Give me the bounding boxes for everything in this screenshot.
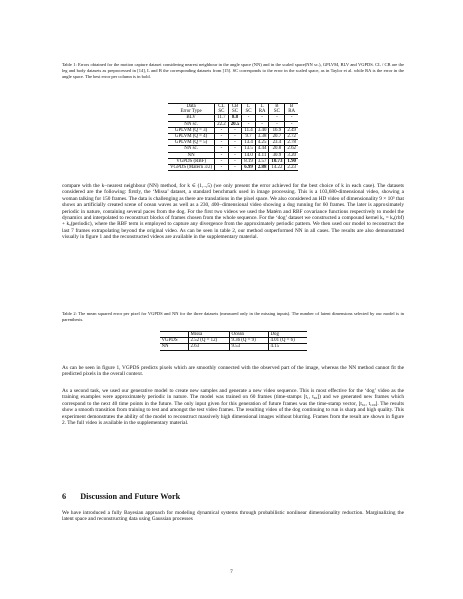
table2-row-label: NN xyxy=(160,344,189,350)
table1-cell: - xyxy=(215,152,229,158)
table2-cell: 9.53 xyxy=(229,344,268,350)
table1-cell: - xyxy=(228,165,242,171)
table1-cell: - xyxy=(285,121,298,127)
table1-cell-best: 6.99 xyxy=(242,165,256,171)
table1-subheader-cell: SC xyxy=(242,109,256,115)
table1-header-cell: B xyxy=(269,104,285,110)
table1-block xyxy=(62,103,404,171)
table1-cell: 9.7 xyxy=(242,134,256,140)
table1-cell: 13.5 xyxy=(242,146,256,152)
paragraph-2-block xyxy=(62,365,404,378)
table1 xyxy=(168,103,298,171)
table1-row-label: NN xyxy=(168,152,215,158)
table1-cell: 8.19 xyxy=(242,158,256,164)
table2-row-label: VGPDS xyxy=(160,338,189,344)
table1-cell: 4.44 xyxy=(255,146,269,152)
table2-cell: 4.01 (Q = 6) xyxy=(268,338,307,344)
table1-header-cell: Data xyxy=(168,104,215,110)
paragraph-4: We have introduced a fully Bayesian approach for modeling dynamical systems through probabilistic nonlinear dimensionality reduction. Marginalizing the latent space and reconstructing data using Gaussian processes xyxy=(62,510,404,523)
table2 xyxy=(160,331,307,351)
table1-cell: - xyxy=(215,146,229,152)
table2-caption: Table 2: The mean squared error per pixel for VGPDS and NN for the three datasets (measured only in the missing inputs). The number of latent dimensions selected by our model is in parenthesis. xyxy=(62,311,404,322)
table2-cell: 9.36 (Q = 9) xyxy=(229,338,268,344)
table1-cell-best: 20.5 xyxy=(228,121,242,127)
table1-cell: - xyxy=(215,134,229,140)
paragraph-1: compare with the k−nearest neighbour (NN) method, for k ∈ (1,..,5) (we only present the error achieved for the best choice of k in each case). The datasets considered are the following: firstly, the ‘Missa’ dataset, a standard benchmark used in image processing. This is a 103,680-dimensional video, showing a woman talking for 150 frames. The data is challenging as there are translations in the pixel space. We also considered an HD video of dimensionality 9 × 10⁵ that shows an artificially created scene of ocean waves as well as a 230, 400−dimensional video showing a dog running for 60 frames. The later is approximately periodic in nature, containing several paces from the dog. For the first two videos we used the Matérn and RBF covariance functions respectively to model the dynamics and interpolated to reconstruct blocks of frames chosen from the whole sequence. For the ‘dog’ dataset we constructed a compound kernel kₓ = kₓ(rbf) + kₓ(periodic), where the RBF term is employed to capture any divergence from the approximately periodic pattern. We then used our model to reconstruct the last 7 frames extrapolating beyond the original video. As can be seen in table 2, our method outperformed NN in all cases. The results are also demonstrated visually in figure 1 and the reconstructed videos are available in the supplementary material. xyxy=(62,183,404,241)
table1-cell-best: 10.73 xyxy=(269,158,285,164)
table2-cell: 4.15 xyxy=(268,344,307,350)
table1-cell: - xyxy=(228,146,242,152)
table1-cell: 3.57 xyxy=(255,158,269,164)
table1-cell: 11.4 xyxy=(242,127,256,133)
table1-cell: 2.49 xyxy=(285,127,298,133)
table1-cell: 2.23 xyxy=(285,165,298,171)
table1-cell: - xyxy=(242,115,256,121)
table2-header-cell: Dog xyxy=(268,332,307,338)
table1-cell: - xyxy=(255,115,269,121)
table1-cell: 4.11 xyxy=(255,152,269,158)
table1-cell: 13.4 xyxy=(242,140,256,146)
table1-cell: 4.25 xyxy=(255,140,269,146)
table1-cell: 22.2 xyxy=(215,121,229,127)
table1-cell: 2.72 xyxy=(285,134,298,140)
table1-header-cell: CB xyxy=(228,104,242,110)
section-heading xyxy=(62,492,180,501)
table1-cell: 3.40 xyxy=(255,127,269,133)
section-number: 6 xyxy=(62,492,67,501)
table1-row-label: NN sc. xyxy=(168,146,215,152)
table1-header-cell: L xyxy=(255,104,269,110)
table2-block xyxy=(62,331,404,351)
paragraph-2: As can be seen in figure 1, VGPDS predicts pixels which are smoothly connected with the observed part of the image, whereas the NN method cannot fit the predicted pixels in the overall context. xyxy=(62,365,404,378)
table1-row-label: NN sc. xyxy=(168,121,215,127)
table1-cell: 11.7 xyxy=(215,115,229,121)
table1-cell: - xyxy=(215,165,229,171)
table1-subheader-cell: SC xyxy=(215,109,229,115)
table1-cell-best: 8.8 xyxy=(228,115,242,121)
table2-header-cell: Ocean xyxy=(229,332,268,338)
page-number: 7 xyxy=(230,569,233,575)
paragraph-3-block xyxy=(62,388,404,426)
table1-cell: 16.9 xyxy=(269,127,285,133)
table1-subheader-row xyxy=(168,109,298,115)
table-row xyxy=(160,344,307,350)
table1-caption-block xyxy=(62,62,404,79)
table1-cell: - xyxy=(242,121,256,127)
table1-header-cell: L xyxy=(242,104,256,110)
table1-cell: 23.4 xyxy=(269,140,285,146)
table1-caption: Table 1: Errors obtained for the motion capture dataset considering nearest neighbour in the angle space (NN) and in the scaled space(NN sc.), GPLVM, BLV and VGPDS. CL / CB are the leg and body datasets as preprocessed in [14], L and B the corresponding datasets from [15]. SC corresponds to the error in the scaled space, as in Taylor et al. while RA is the error in the angle space. The best error per column is in bold. xyxy=(62,62,404,79)
table1-cell: - xyxy=(228,140,242,146)
table2-cell: 2.63 xyxy=(188,344,229,350)
table1-subheader-cell: RA xyxy=(285,109,298,115)
table1-cell: - xyxy=(228,158,242,164)
table1-row-label: VGPDS (RBF) xyxy=(168,158,215,164)
table2-cell: 2.52 (Q = 12) xyxy=(188,338,229,344)
table1-row-label: BLV xyxy=(168,115,215,121)
paragraph-3: As a second task, we used our generative model to create new samples and generate a new video sequence. This is most effective for the ‘dog’ video as the training examples were approximately periodic in nature. The model was trained on 60 frames (time-stamps [t₁, t₆₀]) and we generated new frames which correspond to the next 40 time points in the future. The only input given for this generation of future frames was the time-stamp vector, [t₆₁, t₁₀₀]. The results show a smooth transition from training to test and amongst the test video frames. The resulting video of the dog continuing to run is sharp and high quality. This experiment demonstrates the ability of the model to reconstruct massively high dimensional images without blurring. Frames from the result are shown in figure 2. The full video is available in the supplementary material. xyxy=(62,388,404,427)
table1-cell: - xyxy=(215,158,229,164)
table1-cell-best: 1.90 xyxy=(285,158,298,164)
table2-caption-block xyxy=(62,311,404,323)
table1-cell: 20.7 xyxy=(269,134,285,140)
table1-cell: 20.8 xyxy=(269,146,285,152)
table1-cell: - xyxy=(285,115,298,121)
table1-cell: - xyxy=(228,127,242,133)
table1-cell: - xyxy=(269,115,285,121)
table1-cell: - xyxy=(215,140,229,146)
table1-cell: 2.78 xyxy=(285,140,298,146)
table1-subheader-cell: SC xyxy=(228,109,242,115)
table1-cell: - xyxy=(255,121,269,127)
table1-subheader-cell: RA xyxy=(255,109,269,115)
table-row xyxy=(168,165,298,171)
table1-cell-best: 2.88 xyxy=(255,165,269,171)
table1-cell: - xyxy=(269,121,285,127)
table1-cell: 3.20 xyxy=(285,152,298,158)
section-title: Discussion and Future Work xyxy=(80,492,181,501)
table1-cell: 30.9 xyxy=(269,152,285,158)
table1-cell: - xyxy=(228,152,242,158)
table1-cell: 14.22 xyxy=(269,165,285,171)
table1-cell: 3.38 xyxy=(255,134,269,140)
table1-header-cell: B xyxy=(285,104,298,110)
table1-subheader-cell: SC xyxy=(269,109,285,115)
table1-row-label: GPLVM (Q = 4) xyxy=(168,134,215,140)
table1-cell: 2.62 xyxy=(285,146,298,152)
table1-row-label: VGPDS (Matérn 3/2) xyxy=(168,165,215,171)
table1-row-label: GPLVM (Q = 3) xyxy=(168,127,215,133)
paragraph-1-block xyxy=(62,183,404,241)
table1-row-label: GPLVM (Q = 5) xyxy=(168,140,215,146)
table1-subheader-cell: Error Type xyxy=(168,109,215,115)
table1-cell: - xyxy=(228,134,242,140)
table2-header-cell: Missa xyxy=(188,332,229,338)
table1-cell: 14.0 xyxy=(242,152,256,158)
paragraph-4-block xyxy=(62,510,404,523)
table1-header-cell: CL xyxy=(215,104,229,110)
table1-cell: - xyxy=(215,127,229,133)
